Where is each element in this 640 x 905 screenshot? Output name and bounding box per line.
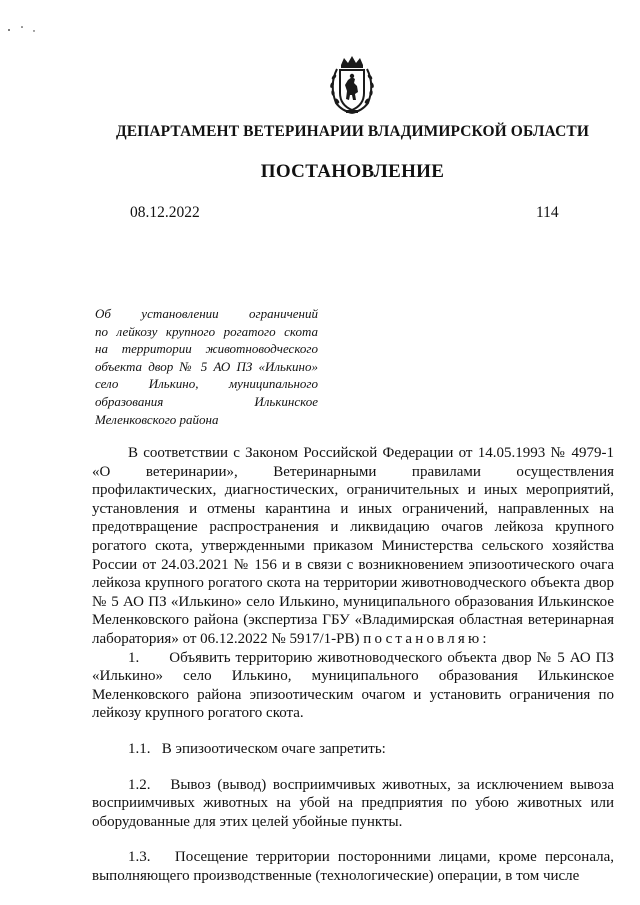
item-1-paragraph bbox=[92, 649, 614, 723]
item-1-2-paragraph bbox=[92, 776, 614, 832]
preamble-line: В соответствии с Законом Российской Федерации от 14.05.1993 № 4979-1 bbox=[128, 445, 614, 461]
item-number: 1.3. bbox=[128, 849, 151, 866]
item-line: АО ПЗ «Илькино» село Илькино, муниципального образования Илькинское bbox=[92, 649, 615, 685]
preamble-line: «О ветеринарии», Ветеринарными правилами осуществления bbox=[92, 463, 614, 480]
preamble-line: двор № 5 АО ПЗ «Илькино» село Илькино, муниципального образования bbox=[92, 575, 614, 610]
item-line: Посещение территории посторонними лицами, кроме персонала, bbox=[174, 849, 615, 866]
spacer bbox=[92, 831, 614, 848]
subject-block bbox=[95, 305, 318, 428]
preamble-line: на предотвращение распространения и ликвидацию очагов лейкоза крупного bbox=[92, 500, 615, 536]
item-line: Меленковского района эпизоотическим очагом и установить ограничения по bbox=[92, 686, 614, 703]
preamble-line: рогатого скота, утвержденными приказом Министерства сельского хозяйства bbox=[92, 537, 614, 554]
scan-specks bbox=[0, 22, 60, 36]
preamble-line: России от 24.03.2021 № 156 и в связи с возникновением эпизоотического очага bbox=[92, 556, 614, 573]
preamble-line: Илькинское Меленковского района (экспертиза ГБУ «Владимирская областная bbox=[92, 593, 614, 629]
item-line: лейкозу крупного рогатого скота. bbox=[92, 705, 304, 722]
department-name: ДЕПАРТАМЕНТ ВЕТЕРИНАРИИ ВЛАДИМИРСКОЙ ОБЛАСТИ bbox=[116, 123, 589, 140]
preamble-line: профилактических, диагностических, ограничительных и иных мероприятий, bbox=[92, 482, 614, 499]
document-type: ПОСТАНОВЛЕНИЕ bbox=[260, 161, 445, 182]
subject-line: Об установлении ограничений bbox=[95, 306, 318, 321]
resolve-word: постановляю: bbox=[363, 630, 490, 647]
item-1-3-paragraph bbox=[92, 848, 614, 885]
subject-line: образования Илькинское bbox=[95, 393, 318, 409]
item-line: выполняющего производственные (технологические) операции, в том числе bbox=[92, 867, 580, 884]
item-number: 1. bbox=[128, 649, 140, 666]
subject-line: Меленковского района bbox=[95, 411, 219, 427]
item-line: Объявить территорию животноводческого объекта двор № 5 bbox=[169, 649, 565, 666]
spacer bbox=[92, 723, 614, 740]
preamble-line: установления и отмены карантина и иных ограничений, направленных bbox=[92, 500, 590, 517]
preamble-line: ветеринарная лаборатория» от 06.12.2022 № 5917/1-РВ) bbox=[92, 612, 614, 647]
preamble-line: лейкоза крупного рогатого скота на территории животноводческого объекта bbox=[92, 575, 581, 592]
spacer bbox=[92, 759, 614, 776]
preamble-paragraph bbox=[92, 444, 614, 649]
item-number: 1.2. bbox=[128, 776, 151, 793]
subject-line: по лейкозу крупного рогатого скота bbox=[95, 323, 318, 339]
item-1-1-paragraph bbox=[92, 740, 614, 759]
subject-line: объекта двор № 5 АО ПЗ «Илькино» bbox=[95, 358, 318, 374]
item-line: восприимчивых животных на убой на предприятия по убою животных или bbox=[92, 795, 614, 812]
coat-of-arms-icon bbox=[324, 55, 380, 115]
document-body bbox=[92, 444, 614, 885]
item-line: Вывоз (вывод) восприимчивых животных, за исключением вывоза bbox=[170, 776, 614, 793]
document-date: 08.12.2022 bbox=[130, 204, 200, 221]
item-line: В эпизоотическом очаге запретить: bbox=[161, 740, 386, 757]
item-line: оборудованные для этих целей убойные пункты. bbox=[92, 813, 403, 830]
document-number: 114 bbox=[536, 204, 559, 221]
subject-line: село Илькино, муниципального bbox=[95, 376, 318, 392]
item-number: 1.1. bbox=[128, 740, 151, 757]
subject-line: на территории животноводческого bbox=[95, 341, 318, 357]
